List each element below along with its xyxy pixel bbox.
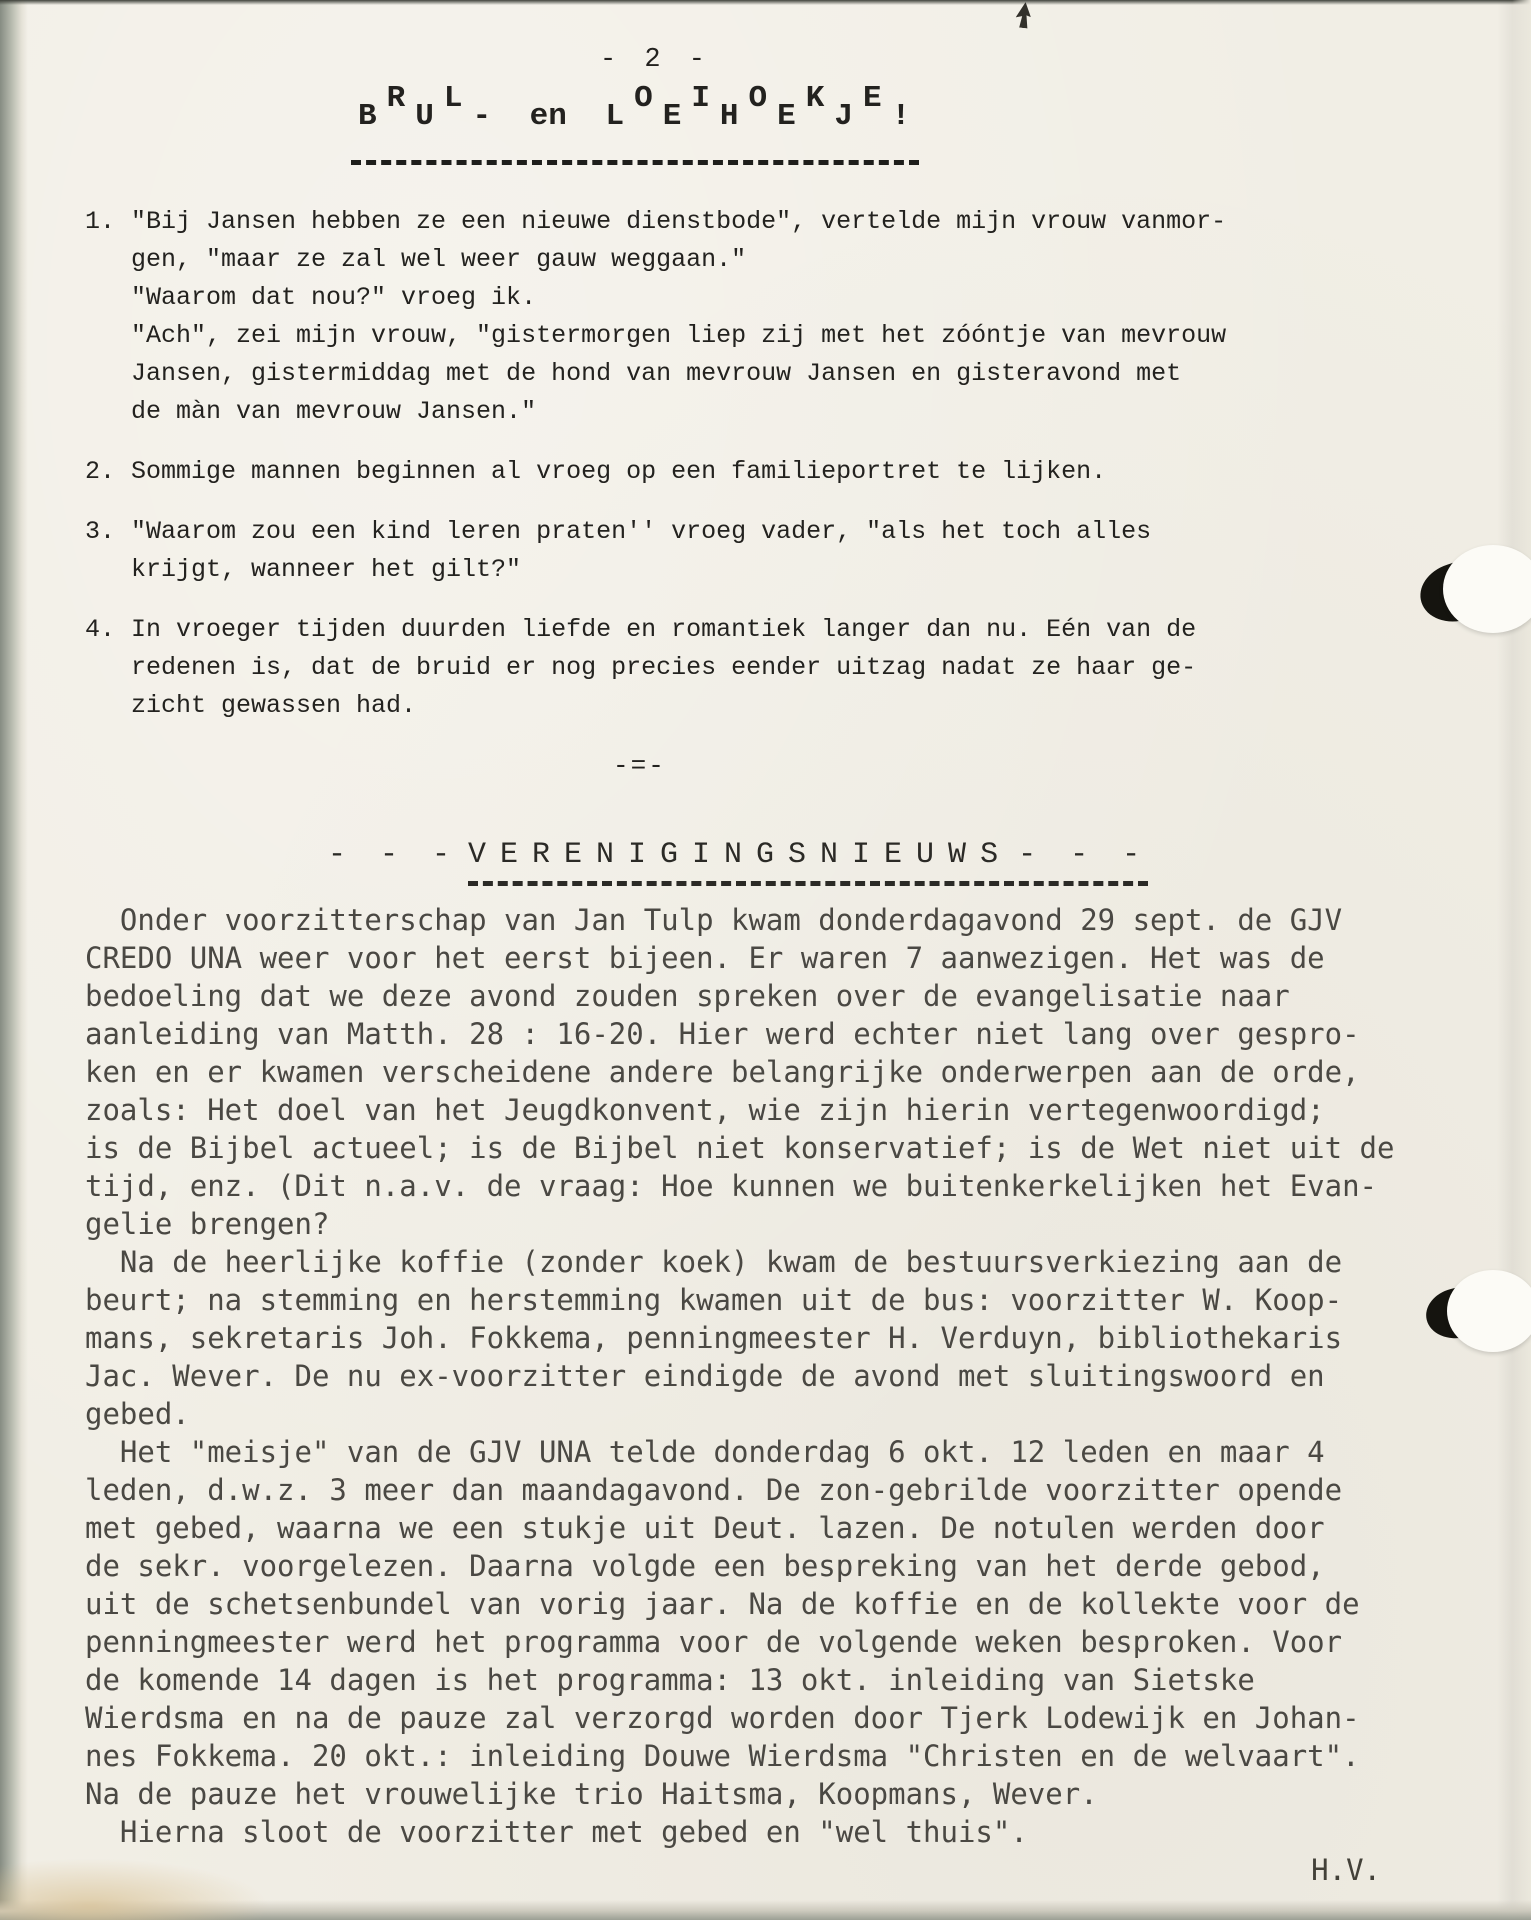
- text-line: de sekr. voorgelezen. Daarna volgde een bespreking van het derde gebod,: [85, 1549, 1325, 1583]
- masthead-letter: E: [662, 99, 682, 134]
- list-item-text: [131, 453, 1471, 491]
- article-body: [85, 901, 1471, 1851]
- masthead-letter: -: [472, 99, 492, 134]
- masthead-letter: R: [386, 81, 406, 116]
- text-line: redenen is, dat de bruid er nog precies eender uitzag nadat ze haar ge-: [131, 653, 1197, 682]
- text-line: nes Fokkema. 20 okt.: inleiding Douwe Wierdsma "Christen en de welvaart".: [85, 1739, 1360, 1773]
- text-line: gebed.: [85, 1397, 190, 1431]
- section-separator: -=-: [613, 751, 666, 781]
- masthead-letter: L: [443, 81, 463, 116]
- list-item-text: [131, 611, 1471, 725]
- text-line: In vroeger tijden duurden liefde en romantiek langer dan nu. Eén van de: [131, 615, 1197, 644]
- masthead-underline: [351, 152, 919, 165]
- text-line: Na de heerlijke koffie (zonder koek) kwam de bestuursverkiezing aan de: [85, 1245, 1343, 1279]
- text-line: ken en er kwamen verscheidene andere belangrijke onderwerpen aan de orde,: [85, 1055, 1360, 1089]
- text-line: gen, "maar ze zal wel weer gauw weggaan.": [131, 245, 747, 274]
- list-item-number: 1.: [85, 207, 116, 236]
- text-line: "Waarom zou een kind leren praten'' vroeg vader, "als het toch alles: [131, 517, 1152, 546]
- text-line: zoals: Het doel van het Jeugdkonvent, wie zijn hierin vertegenwoordigd;: [85, 1093, 1325, 1127]
- paragraph: [85, 1243, 1471, 1433]
- heading-title: VERENIGINGSNIEUWS: [468, 838, 1013, 872]
- list-item: [85, 203, 1471, 431]
- text-line: Na de pauze het vrouwelijke trio Haitsma, Koopmans, Wever.: [85, 1777, 1098, 1811]
- text-line: Jac. Wever. De nu ex-voorzitter eindigde de avond met sluitingswoord en: [85, 1359, 1325, 1393]
- text-line: de komende 14 dagen is het programma: 13 okt. inleiding van Sietske: [85, 1663, 1255, 1697]
- text-line: is de Bijbel actueel; is de Bijbel niet konservatief; is de Wet niet uit de: [85, 1131, 1395, 1165]
- text-line: penningmeester werd het programma voor de volgende weken besproken. Voor: [85, 1625, 1343, 1659]
- masthead-letter: E: [862, 81, 882, 116]
- text-line: Wierdsma en na de pauze zal verzorgd worden door Tjerk Lodewijk en Johan-: [85, 1701, 1360, 1735]
- page-number: - 2 -: [600, 45, 712, 75]
- text-line: gelie brengen?: [85, 1207, 330, 1241]
- text-line: Onder voorzitterschap van Jan Tulp kwam donderdagavond 29 sept. de GJV: [85, 903, 1343, 937]
- text-line: "Bij Jansen hebben ze een nieuwe dienstbode", vertelde mijn vrouw vanmor-: [131, 207, 1227, 236]
- masthead-letter: E: [777, 99, 796, 134]
- paragraph: [85, 901, 1471, 1243]
- masthead-letter: O: [748, 81, 768, 116]
- text-line: aanleiding van Matth. 28 : 16-20. Hier werd echter niet lang over gespro-: [85, 1017, 1360, 1051]
- heading-trail-dashes: - - -: [1018, 838, 1149, 872]
- list-item-number: 2.: [85, 457, 116, 486]
- paragraph: [85, 1813, 1471, 1851]
- text-line: beurt; na stemming en herstemming kwamen uit de bus: voorzitter W. Koop-: [85, 1283, 1343, 1317]
- paragraph: [85, 1433, 1471, 1813]
- masthead-letter: O: [634, 81, 653, 116]
- text-line: tijd, enz. (Dit n.a.v. de vraag: Hoe kunnen we buitenkerkelijken het Evan-: [85, 1169, 1378, 1203]
- text-line: "Ach", zei mijn vrouw, "gistermorgen liep zij met het zóóntje van mevrouw: [131, 321, 1227, 350]
- list-item-text: [131, 203, 1471, 431]
- text-line: met gebed, waarna we een stukje uit Deut. lazen. De notulen werden door: [85, 1511, 1325, 1545]
- masthead-letter: [577, 99, 596, 134]
- masthead-letter: en: [529, 99, 567, 134]
- masthead-letter: K: [805, 81, 825, 116]
- list-item: [85, 513, 1471, 589]
- text-line: CREDO UNA weer voor het eerst bijeen. Er waren 7 aanwezigen. Het was de: [85, 941, 1325, 975]
- list-item: [85, 611, 1471, 725]
- masthead-letter: !: [891, 99, 911, 134]
- masthead-letter: B: [358, 99, 377, 134]
- text-line: "Waarom dat nou?" vroeg ik.: [131, 283, 537, 312]
- text-line: leden, d.w.z. 3 meer dan maandagavond. De zon-gebrilde voorzitter opende: [85, 1473, 1343, 1507]
- masthead-letter: I: [691, 81, 710, 116]
- text-line: krijgt, wanneer het gilt?": [131, 555, 522, 584]
- masthead-letter: H: [719, 99, 739, 134]
- list-item: [85, 453, 1471, 491]
- list-item-number: 4.: [85, 615, 116, 644]
- text-line: Sommige mannen beginnen al vroeg op een familieportret te lijken.: [131, 457, 1107, 486]
- jokes-list: [85, 203, 1471, 725]
- heading-lead-dashes: - - -: [328, 838, 459, 872]
- heading-underlined: [468, 838, 1148, 886]
- masthead-letter: U: [415, 99, 434, 134]
- section-heading: [328, 835, 1471, 875]
- list-item-number: 3.: [85, 517, 116, 546]
- masthead-letter: [501, 99, 520, 134]
- masthead-title: [353, 81, 1471, 148]
- text-line: mans, sekretaris Joh. Fokkema, penningmeester H. Verduyn, bibliothekaris: [85, 1321, 1343, 1355]
- masthead-letter: L: [605, 99, 625, 134]
- masthead-letter: J: [834, 99, 853, 134]
- list-item-text: [131, 513, 1471, 589]
- author-initials: H.V.: [1311, 1853, 1381, 1887]
- text-line: de màn van mevrouw Jansen.": [131, 397, 537, 426]
- text-line: bedoeling dat we deze avond zouden spreken over de evangelisatie naar: [85, 979, 1290, 1013]
- text-line: Hierna sloot de voorzitter met gebed en "wel thuis".: [85, 1815, 1028, 1849]
- text-line: zicht gewassen had.: [131, 691, 417, 720]
- text-line: Jansen, gistermiddag met de hond van mevrouw Jansen en gisteravond met: [131, 359, 1182, 388]
- text-line: Het "meisje" van de GJV UNA telde donderdag 6 okt. 12 leden en maar 4: [85, 1435, 1325, 1469]
- text-line: uit de schetsenbundel van vorig jaar. Na de koffie en de kollekte voor de: [85, 1587, 1360, 1621]
